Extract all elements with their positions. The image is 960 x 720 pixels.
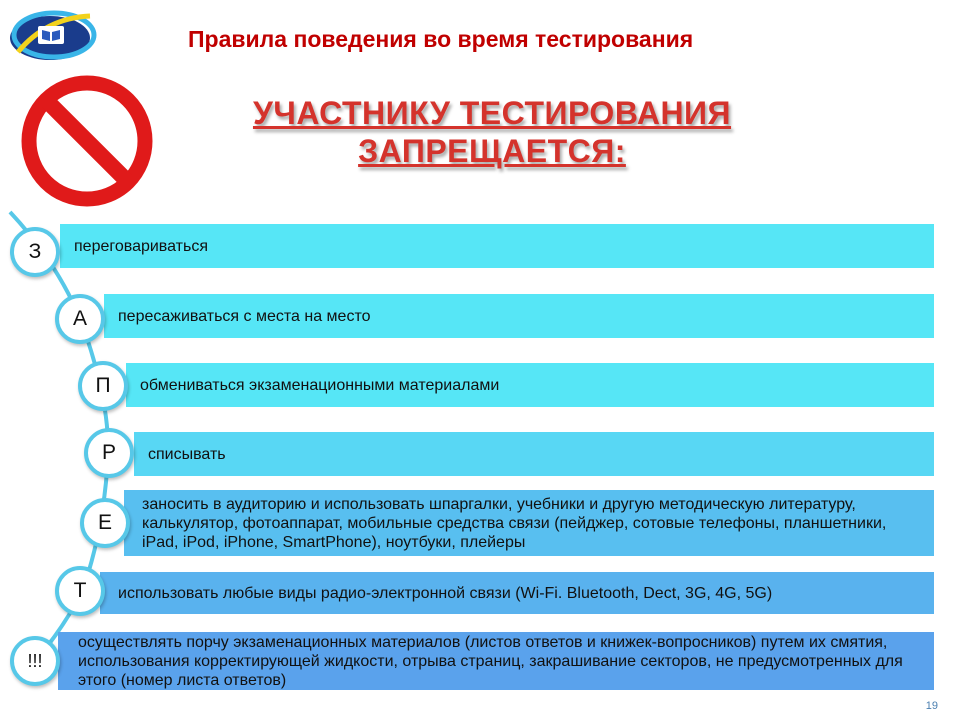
main-heading [232, 94, 752, 170]
prohibition-sign-icon [14, 68, 160, 214]
rule-text-6: использовать любые виды радио-электронной связи (Wi-Fi. Bluetooth, Dect, 3G, 4G, 5G) [118, 584, 773, 602]
rule-letter-2: А [55, 294, 105, 344]
rule-letter-1: З [10, 227, 60, 277]
rule-bar-2 [104, 294, 934, 338]
page-title: Правила поведения во время тестирования [188, 26, 694, 52]
rule-letter-7: !!! [10, 636, 60, 686]
rule-bar-4 [134, 432, 934, 476]
rule-bar-1 [60, 224, 934, 268]
rule-text-4: списывать [148, 445, 226, 463]
rule-text-7: осуществлять порчу экзаменационных материалов (листов ответов и книжек-вопросников) путем их смятия, использования корректирующей жидкости, отрыва страниц, закрашивание секторов, не предусмотренных для этого (номер листа ответов) [78, 633, 903, 689]
page-number: 19 [925, 700, 938, 712]
rule-bar-3 [126, 363, 934, 407]
rule-letter-4: Р [84, 428, 134, 478]
rule-bar-5 [124, 490, 934, 556]
rule-text-3: обмениваться экзаменационными материалами [140, 376, 500, 394]
rule-bar-6 [100, 572, 934, 614]
rule-text-1: переговариваться [74, 237, 208, 255]
rule-letter-5: Е [80, 498, 130, 548]
rule-text-5: заносить в аудиторию и использовать шпаргалки, учебники и другую методическую литературу, калькулятор, фотоаппарат, мобильные средства связи (пейджер, сотовые телефоны, планшетники, iPad, iPod, iPhone, SmartPhone), ноутбуки, плейеры [142, 495, 887, 551]
rule-letter-3: П [78, 361, 128, 411]
heading-line-1: УЧАСТНИКУ ТЕСТИРОВАНИЯ [252, 95, 732, 131]
book-logo-icon [6, 8, 100, 64]
rule-text-2: пересаживаться с места на место [118, 307, 371, 325]
heading-line-2: ЗАПРЕЩАЕТСЯ: [358, 133, 626, 169]
rule-bar-7 [58, 632, 934, 690]
rule-letter-6: Т [55, 566, 105, 616]
